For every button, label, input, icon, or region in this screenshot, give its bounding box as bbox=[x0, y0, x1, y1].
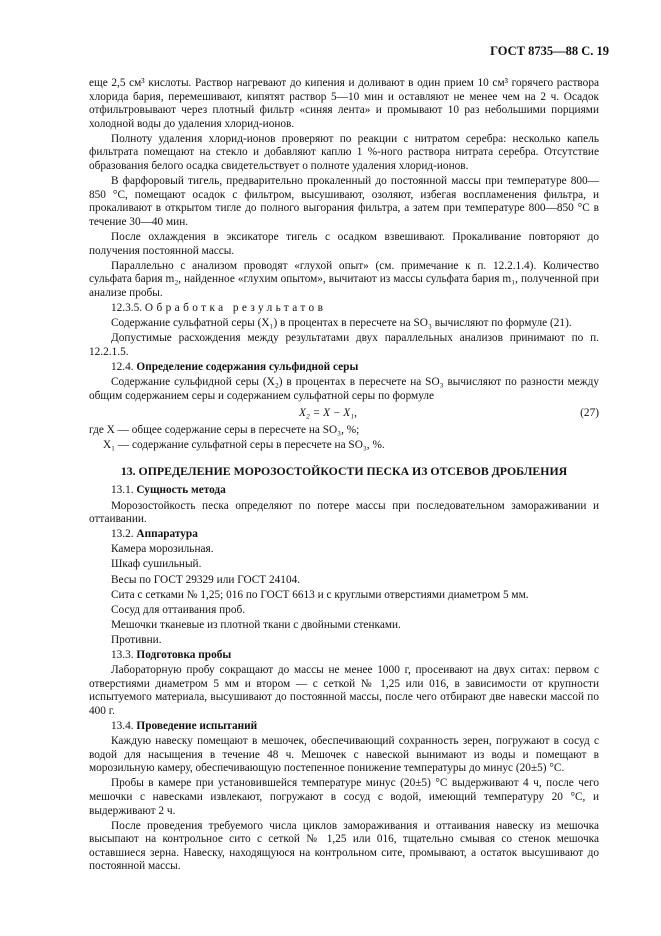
paragraph: Морозостойкость песка определяют по потере массы при последовательном замораживании и оттаивании. bbox=[89, 499, 599, 526]
subsection-number: 13.2. bbox=[111, 528, 134, 541]
paragraph: Параллельно с анализом проводят «глухой опыт» (см. примечание к п. 12.2.1.4). Количество сульфата бария m₂, найденное «глухим опытом», вычитают из массы сульфата бария m₁, полученной при анализе пробы. bbox=[89, 259, 599, 299]
subsection-heading bbox=[89, 302, 599, 316]
equipment-item: Мешочки тканевые из плотной ткани с двойными стенками. bbox=[111, 618, 401, 631]
equipment-item: Сита с сетками № 1,25; 016 по ГОСТ 6613 и с круглыми отверстиями диаметром 5 мм. bbox=[111, 588, 529, 601]
formula bbox=[89, 406, 599, 422]
subsection-number: 12.3.5. bbox=[111, 302, 143, 314]
subsection-heading bbox=[89, 484, 599, 498]
section-title: 13. ОПРЕДЕЛЕНИЕ МОРОЗОСТОЙКОСТИ ПЕСКА ИЗ ОТСЕВОВ ДРОБЛЕНИЯ bbox=[120, 463, 568, 478]
equipment-item: Весы по ГОСТ 29329 или ГОСТ 24104. bbox=[111, 573, 301, 586]
formula-expression: X₂ = X − X₁, bbox=[299, 407, 357, 420]
running-head: ГОСТ 8735—88 С. 19 bbox=[490, 44, 609, 58]
equipment-item: Противни. bbox=[111, 633, 162, 646]
paragraph: Полноту удаления хлорид-ионов проверяют по реакции с нитратом серебра: несколько капель фильтрата помещают на стекло и добавляют каплю 1 %-ного раствора нитрата серебра. Отсутствие образования белого осадка свидетельствует о полноте удаления хлорид-ионов. bbox=[89, 132, 599, 173]
paragraph: Содержание сульфидной серы (X₂) в процентах в пересчете на SO₃ вычисляют по разности между общим содержанием серы и содержанием сульфатной серы по формуле bbox=[89, 375, 599, 402]
equipment-item: Камера морозильная. bbox=[111, 543, 214, 556]
where-line: где X — общее содержание серы в пересчете на SO₃, %; bbox=[89, 424, 360, 437]
equipment-list bbox=[89, 543, 599, 647]
subsection-title: Обработка результатов bbox=[144, 302, 327, 314]
subsection-heading bbox=[89, 528, 599, 542]
paragraph: После охлаждения в эксикаторе тигель с осадком взвешивают. Прокаливание повторяют до получения постоянной массы. bbox=[89, 231, 599, 257]
document-body bbox=[89, 77, 599, 875]
paragraph: Допустимые расхождения между результатами двух параллельных анализов принимают по п. 12.2.1.5. bbox=[89, 332, 599, 358]
formula-number: (27) bbox=[580, 407, 599, 420]
subsection-title: Проведение испытаний bbox=[136, 719, 258, 732]
paragraph: После проведения требуемого числа циклов замораживания и оттаивания навеску из мешочка высыпают на контрольное сито с сеткой № 1,25 или 016, тщательно смывая со стенок мешочка оставшиеся зерна. Навеску, находящуюся на контрольном сите, промывают, а остаток высушивают до постоянной массы. bbox=[89, 819, 599, 873]
equipment-item: Шкаф сушильный. bbox=[111, 558, 202, 571]
paragraph: В фарфоровый тигель, предварительно прокаленный до постоянной массы при температуре 800—850 °С, помещают осадок с фильтром, высушивают, озоляют, избегая воспламенения фильтра, и прокаливают в открытом тигле до полного выгорания фильтра, а затем при температуре 800—850 °С в течение 30—40 мин. bbox=[89, 175, 599, 228]
subsection-heading bbox=[89, 649, 599, 663]
paragraph: Содержание сульфатной серы (X₁) в процентах в пересчете на SO₃ вычисляют по формуле (21). bbox=[111, 317, 572, 330]
subsection-title: Подготовка пробы bbox=[136, 648, 232, 661]
subsection-number: 13.3. bbox=[111, 648, 134, 661]
subsection-title: Сущность метода bbox=[136, 484, 226, 497]
paragraph: еще 2,5 см³ кислоты. Раствор нагревают до кипения и доливают в один прием 10 см³ горячего раствора хлорида бария, перемешивают, кипятят раствор 5—10 мин и оставляют не менее чем на 2 ч. Осадок отфильтровывают через плотный фильтр «синяя лента» и промывают 10 раз небольшими порциями холодной воды до удаления хлорид-ионов. bbox=[89, 77, 599, 130]
paragraph: Пробы в камере при установившейся температуре минус (20±5) °С выдерживают 4 ч, после чего мешочки с навесками извлекают, погружают в сосуд с водой, имеющий температуру 20 °С, и выдерживают 2 ч. bbox=[89, 777, 599, 817]
equipment-item: Сосуд для оттаивания проб. bbox=[111, 603, 246, 616]
subsection-heading bbox=[89, 720, 599, 734]
subsection-number: 12.4. bbox=[111, 360, 134, 373]
paragraph: Лабораторную пробу сокращают до массы не менее 1000 г, просеивают на двух ситах: первом с отверстиями диаметром 5 мм и втором — с сеткой № 1,25 или 016, в зависимости от крупности испытуемого материала, высушивают до постоянной массы, после чего отбирают две навески массой по 400 г. bbox=[89, 664, 599, 717]
subsection-number: 13.4. bbox=[111, 719, 134, 732]
subsection-title: Определение содержания сульфидной серы bbox=[136, 360, 359, 373]
subsection-title: Аппаратура bbox=[136, 528, 198, 541]
subsection-number: 13.1. bbox=[111, 484, 134, 497]
where-line: X₁ — содержание сульфатной серы в пересчете на SO₃, %. bbox=[103, 439, 385, 452]
paragraph: Каждую навеску помещают в мешочек, обеспечивающий сохранность зерен, погружают в сосуд с водой для насыщения в течение 48 ч. Мешочек с навеской вынимают из воды и помещают в морозильную камеру, обеспечивающую постепенное понижение температуры до минус (20±5) °С. bbox=[89, 735, 599, 775]
subsection-heading bbox=[89, 361, 599, 375]
